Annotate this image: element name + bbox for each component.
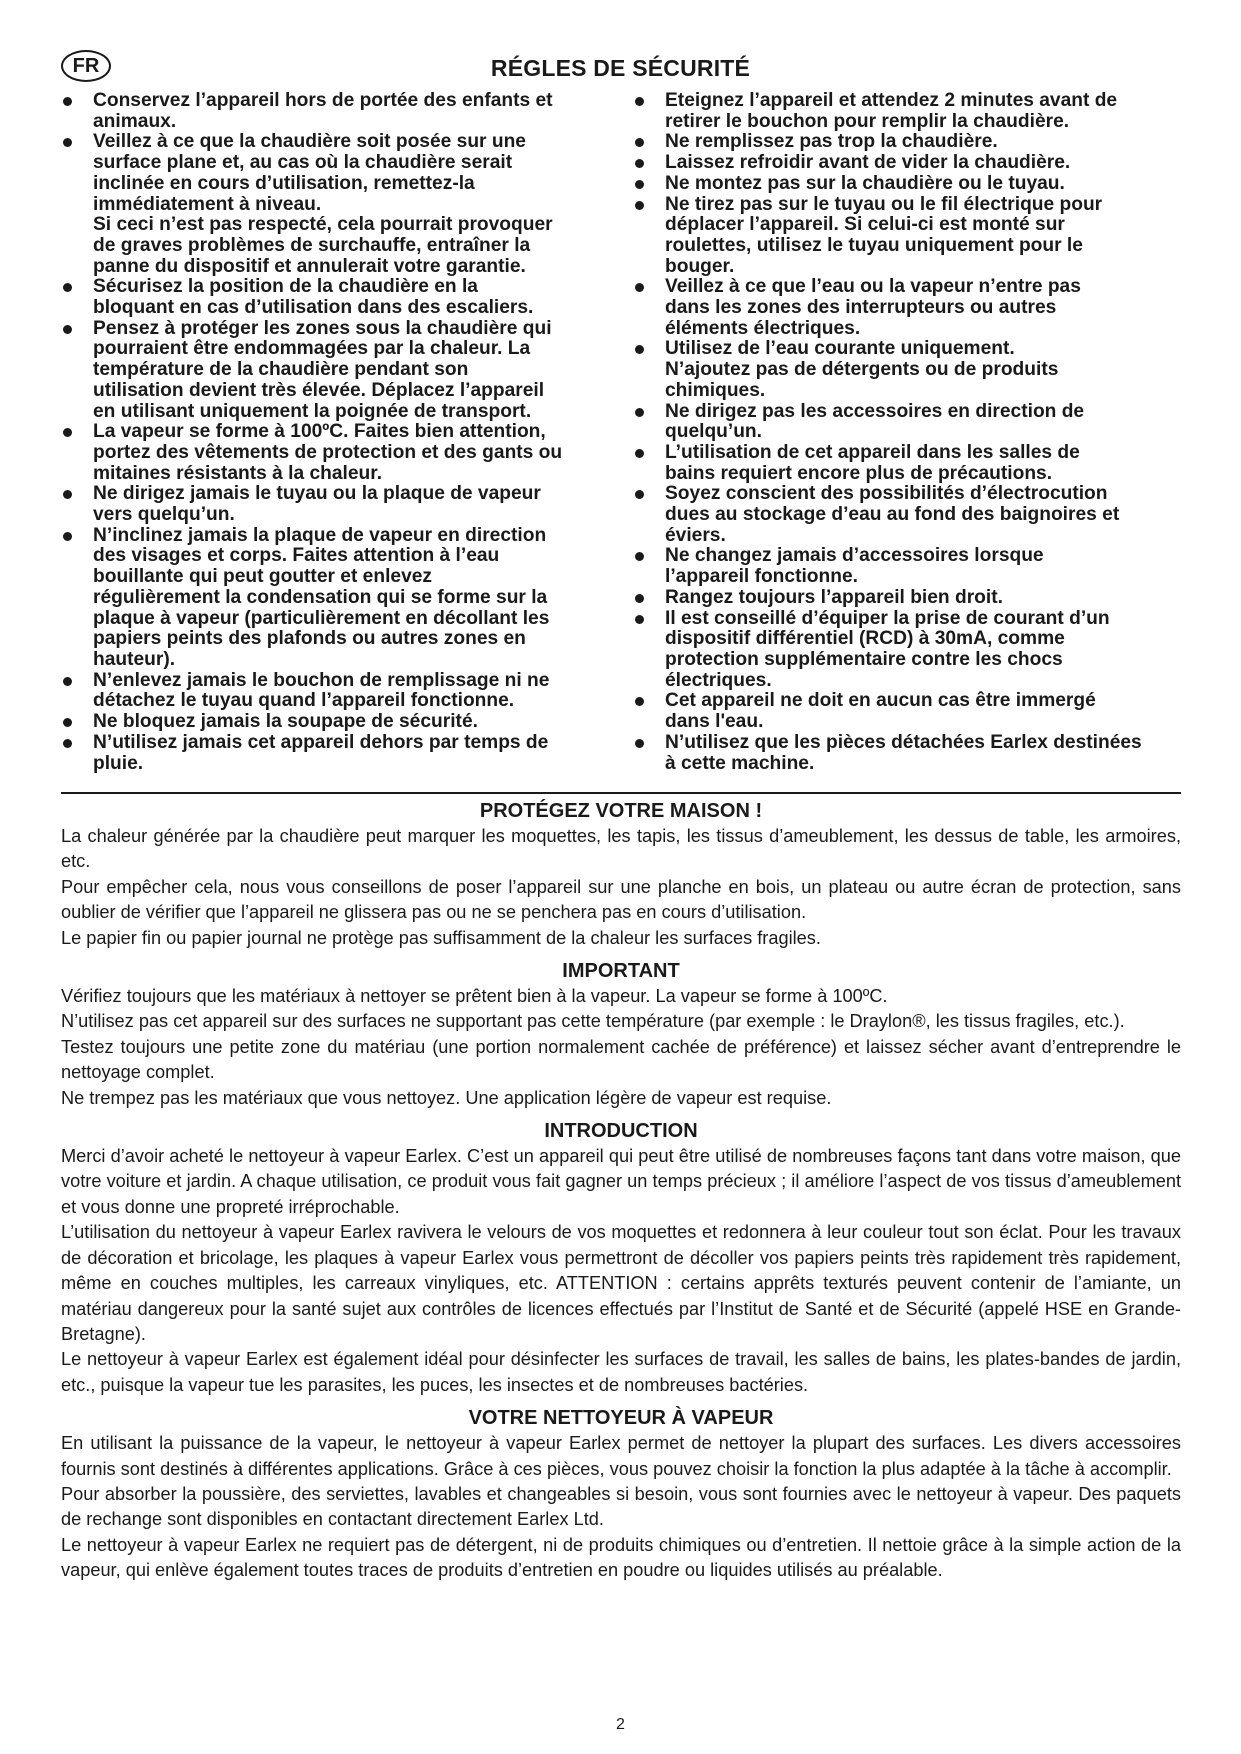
safety-rule-line: Ne dirigez jamais le tuyau ou la plaque de vapeur	[93, 483, 541, 505]
safety-rule-line: Ne dirigez pas les accessoires en direction de	[665, 400, 1085, 422]
section-heading: PROTÉGEZ VOTRE MAISON !	[479, 800, 763, 822]
safety-rule-item	[61, 132, 601, 277]
safety-rule-line: N’ajoutez pas de détergents ou de produits	[665, 359, 1059, 381]
safety-rule-line: quelqu’un.	[665, 421, 762, 443]
safety-rule-line: dispositif différentiel (RCD) à 30mA, comme	[665, 628, 1065, 650]
safety-rule-item	[633, 402, 1193, 443]
safety-rule-line: éviers.	[665, 524, 726, 546]
section-divider	[61, 792, 1181, 794]
safety-rule-line: La vapeur se forme à 100ºC. Faites bien attention,	[93, 421, 546, 443]
safety-rule-line: détachez le tuyau quand l’appareil fonctionne.	[93, 690, 515, 712]
section-heading: IMPORTANT	[562, 960, 680, 983]
bullet-icon	[635, 138, 644, 147]
safety-rule-line: Si ceci n’est pas respecté, cela pourrait provoquer	[93, 214, 553, 236]
safety-rule-line: température de la chaudière pendant son	[93, 359, 469, 381]
safety-rule-line: à cette machine.	[665, 752, 815, 774]
safety-rule-line: Ne tirez pas sur le tuyau ou le fil électrique pour	[665, 193, 1103, 215]
safety-rule-line: N’utilisez jamais cet appareil dehors par temps de	[93, 731, 549, 753]
safety-rule-line: en utilisant uniquement la poignée de transport.	[93, 400, 532, 422]
safety-rule-line: l’appareil fonctionne.	[665, 566, 858, 588]
safety-rule-line: dans l'eau.	[665, 711, 764, 733]
safety-rules-left-column	[61, 91, 601, 774]
safety-rule-line: hauteur).	[93, 648, 176, 670]
section-heading: INTRODUCTION	[544, 1120, 698, 1143]
safety-rule-line: Ne remplissez pas trop la chaudière.	[665, 131, 998, 153]
safety-rule-line: protection supplémentaire contre les chocs	[665, 648, 1063, 670]
bullet-icon	[635, 283, 644, 292]
safety-rule-item	[61, 319, 601, 423]
safety-rule-line: chimiques.	[665, 379, 766, 401]
safety-rule-line: papiers peints des plafonds ou autres zones en	[93, 628, 526, 650]
safety-rule-item	[61, 484, 601, 525]
safety-rule-item	[633, 153, 1193, 174]
document-sections	[61, 799, 1181, 1584]
section-heading: VOTRE NETTOYEUR À VAPEUR	[468, 1407, 774, 1430]
safety-rule-item	[633, 733, 1193, 774]
safety-rule-line: Soyez conscient des possibilités d’électrocution	[665, 483, 1108, 505]
safety-rule-line: Il est conseillé d’équiper la prise de courant d’un	[665, 607, 1110, 629]
safety-rule-line: des visages et corps. Faites attention à l’eau	[93, 545, 500, 567]
safety-rule-item	[633, 195, 1193, 278]
safety-rule-line: roulettes, utilisez le tuyau uniquement pour le	[665, 234, 1083, 256]
section-paragraph: Pour absorber la poussière, des serviettes, lavables et changeables si besoin, vous sont fournies avec le nettoyeur à vapeur. Des paquets de rechange sont disponibles en contactant directement Earlex Ltd.	[61, 1483, 1181, 1530]
safety-rule-line: Ne montez pas sur la chaudière ou le tuyau.	[665, 172, 1065, 194]
safety-rule-line: de graves problèmes de surchauffe, entraîner la	[93, 234, 531, 256]
bullet-icon	[635, 408, 644, 417]
safety-rule-item	[61, 733, 601, 774]
section-paragraph: L’utilisation du nettoyeur à vapeur Earlex ravivera le velours de vos moquettes et redonnera à leur couleur tout son éclat. Pour les travaux de décoration et bricolage, les plaques à vapeur Earlex vous permettront de décoller vos papiers peints très rapidement très rapidement, même en couches multiples, les carreaux vinyliques, etc. ATTENTION : certains apprêts texturés peuvent contenir de l’amiante, un matériau dangereux pour la santé sujet aux contrôles de licences effectués par l’Institut de Santé et de Sécurité (appelé HSE en Grande-Bretagne).	[61, 1222, 1181, 1344]
page-number: 2	[616, 1716, 625, 1733]
safety-rule-line: pluie.	[93, 752, 144, 774]
bullet-icon	[63, 138, 72, 147]
safety-rule-item	[61, 671, 601, 712]
safety-rule-line: utilisation devient très élevée. Déplacez l’appareil	[93, 379, 545, 401]
safety-rule-line: animaux.	[93, 110, 177, 132]
safety-rule-item	[633, 132, 1193, 153]
safety-rule-line: bloquant en cas d’utilisation dans des escaliers.	[93, 297, 534, 319]
safety-rule-line: plaque à vapeur (particulièrement en décollant les	[93, 607, 550, 629]
bullet-icon	[635, 345, 644, 354]
safety-rule-item	[61, 277, 601, 318]
safety-rule-line: panne du dispositif et annulerait votre garantie.	[93, 255, 526, 277]
safety-rule-item	[633, 443, 1193, 484]
safety-rule-line: régulièrement la condensation qui se forme sur la	[93, 586, 548, 608]
safety-rule-line: électriques.	[665, 669, 772, 691]
section-paragraph: Le papier fin ou papier journal ne protège pas suffisamment de la chaleur les surfaces fragiles.	[61, 927, 821, 948]
safety-rule-item	[633, 609, 1193, 692]
bullet-icon	[635, 697, 644, 706]
section-paragraph: Testez toujours une petite zone du matériau (une portion normalement cachée de préférence) et laissez sécher avant d’entreprendre le nettoyage complet.	[61, 1036, 1181, 1083]
safety-rule-line: déplacer l’appareil. Si celui-ci est monté sur	[665, 214, 1065, 236]
safety-rule-item	[633, 91, 1193, 132]
safety-rule-line: Cet appareil ne doit en aucun cas être immergé	[665, 690, 1096, 712]
safety-rule-line: vers quelqu’un.	[93, 504, 235, 526]
safety-rule-line: éléments électriques.	[665, 317, 861, 339]
bullet-icon	[63, 97, 72, 106]
bullet-icon	[63, 739, 72, 748]
section-paragraph: En utilisant la puissance de la vapeur, le nettoyeur à vapeur Earlex permet de nettoyer la plupart des surfaces. Les divers accessoires fournis sont destinés à différentes applications. Grâce à ces pièces, vous pouvez choisir la fonction la plus adaptée à la tâche à accomplir.	[61, 1433, 1181, 1479]
safety-rule-line: dans les zones des interrupteurs ou autres	[665, 297, 1057, 319]
bullet-icon	[63, 428, 72, 437]
safety-rule-line: N’utilisez que les pièces détachées Earlex destinées	[665, 731, 1142, 753]
safety-rule-line: Laissez refroidir avant de vider la chaudière.	[665, 152, 1071, 174]
section-paragraph: Merci d’avoir acheté le nettoyeur à vapeur Earlex. C’est un appareil qui peut être utilisé de nombreuses façons tant dans votre maison, que votre voiture et jardin. A chaque utilisation, ce produit vous fait gagner un temps précieux ; il améliore l’aspect de vos tissus d’ameublement et vous donne une propreté irréprochable.	[61, 1146, 1181, 1217]
safety-rule-line: Ne bloquez jamais la soupape de sécurité.	[93, 711, 478, 733]
safety-rule-line: N’enlevez jamais le bouchon de remplissage ni ne	[93, 669, 550, 691]
safety-rule-item	[633, 339, 1193, 401]
safety-rule-line: Rangez toujours l’appareil bien droit.	[665, 586, 1003, 608]
safety-rule-line: pourraient être endommagées par la chaleur. La	[93, 338, 531, 360]
safety-rule-line: surface plane et, au cas où la chaudière serait	[93, 152, 513, 174]
safety-rule-line: Ne changez jamais d’accessoires lorsque	[665, 545, 1044, 567]
safety-rule-item	[633, 277, 1193, 339]
safety-rule-line: Veillez à ce que l’eau ou la vapeur n’entre pas	[665, 276, 1081, 298]
section-paragraph: Vérifiez toujours que les matériaux à nettoyer se prêtent bien à la vapeur. La vapeur se forme à 100ºC.	[61, 986, 888, 1007]
bullet-icon	[635, 552, 644, 561]
safety-rule-item	[633, 588, 1193, 609]
safety-rule-line: bains requiert encore plus de précautions.	[665, 462, 1053, 484]
safety-rule-line: Veillez à ce que la chaudière soit posée sur une	[93, 131, 526, 153]
safety-rule-line: L’utilisation de cet appareil dans les salles de	[665, 441, 1080, 463]
safety-rule-line: immédiatement à niveau.	[93, 193, 322, 215]
bullet-icon	[635, 615, 644, 624]
bullet-icon	[63, 532, 72, 541]
safety-rule-line: N’inclinez jamais la plaque de vapeur en direction	[93, 524, 547, 546]
bullet-icon	[63, 490, 72, 499]
safety-rule-item	[633, 546, 1193, 587]
safety-rule-item	[61, 91, 601, 132]
bullet-icon	[635, 97, 644, 106]
language-badge: FR	[61, 50, 111, 82]
bullet-icon	[635, 739, 644, 748]
section-paragraph: Le nettoyeur à vapeur Earlex est également idéal pour désinfecter les surfaces de travail, les salles de bains, les plates-bandes de jardin, etc., puisque la vapeur tue les parasites, les puces, les insectes et de nombreuses bactéries.	[61, 1349, 1181, 1395]
safety-rule-item	[633, 484, 1193, 546]
safety-rule-item	[633, 691, 1193, 732]
section-paragraph: Ne trempez pas les matériaux que vous nettoyez. Une application légère de vapeur est requise.	[61, 1087, 832, 1108]
section-paragraph: N’utilisez pas cet appareil sur des surfaces ne supportant pas cette température (par exemple : le Draylon®, les tissus fragiles, etc.).	[61, 1011, 1125, 1032]
bullet-icon	[635, 201, 644, 210]
safety-rule-item	[61, 422, 601, 484]
section-paragraph: Le nettoyeur à vapeur Earlex ne requiert pas de détergent, ni de produits chimiques ou d’entretien. Il nettoie grâce à la simple action de la vapeur, qui enlève également toutes traces de produits d’entretien en poudre ou liquides utilisés au préalable.	[61, 1534, 1181, 1581]
section-paragraph: Pour empêcher cela, nous vous conseillons de poser l’appareil sur une planche en bois, un plateau ou autre écran de protection, sans oublier de vérifier que l’appareil ne glissera pas ou ne se penchera pas en cours d’utilisation.	[61, 876, 1181, 923]
safety-rule-line: retirer le bouchon pour remplir la chaudière.	[665, 110, 1070, 132]
safety-rule-line: bouger.	[665, 255, 735, 277]
bullet-icon	[63, 325, 72, 334]
bullet-icon	[63, 718, 72, 727]
safety-rule-line: Eteignez l’appareil et attendez 2 minutes avant de	[665, 90, 1118, 111]
safety-rule-line: portez des vêtements de protection et des gants ou	[93, 441, 563, 463]
safety-rule-line: Conservez l’appareil hors de portée des enfants et	[93, 90, 553, 111]
bullet-icon	[635, 490, 644, 499]
safety-rule-line: bouillante qui peut goutter et enlevez	[93, 566, 433, 588]
safety-rules-right-column	[633, 91, 1193, 774]
safety-rule-line: Sécurisez la position de la chaudière en la	[93, 276, 478, 298]
page-title: RÉGLES DE SÉCURITÉ	[490, 55, 751, 81]
safety-rule-line: dues au stockage d’eau au fond des baignoires et	[665, 504, 1120, 526]
safety-rule-line: mitaines résistants à la chaleur.	[93, 462, 383, 484]
bullet-icon	[635, 449, 644, 458]
bullet-icon	[63, 283, 72, 292]
bullet-icon	[635, 180, 644, 189]
safety-rule-line: Pensez à protéger les zones sous la chaudière qui	[93, 317, 552, 339]
bullet-icon	[635, 594, 644, 603]
bullet-icon	[635, 159, 644, 168]
section-paragraph: La chaleur générée par la chaudière peut marquer les moquettes, les tapis, les tissus d’ameublement, les dessus de table, les armoires, etc.	[61, 826, 1181, 872]
safety-rule-line: inclinée en cours d’utilisation, remettez-la	[93, 172, 475, 194]
bullet-icon	[63, 677, 72, 686]
safety-rule-item	[61, 712, 601, 733]
safety-rule-item	[633, 174, 1193, 195]
safety-rule-line: Utilisez de l’eau courante uniquement.	[665, 338, 1015, 360]
safety-rule-item	[61, 526, 601, 671]
